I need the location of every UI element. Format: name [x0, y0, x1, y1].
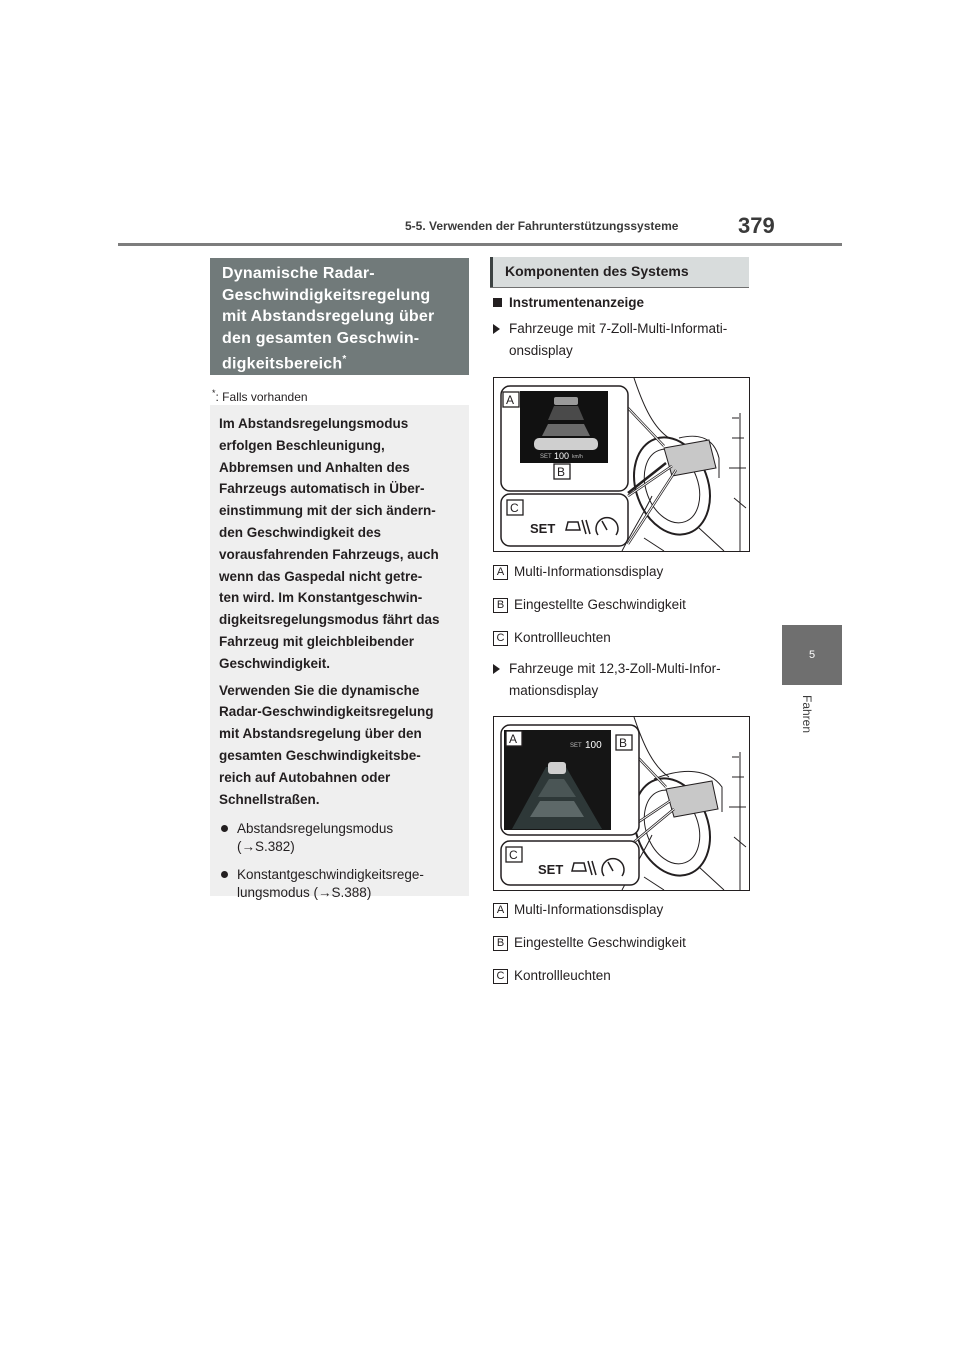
legend-item-b: B Eingestellte Geschwindigkeit: [493, 596, 686, 614]
callout-c: C: [510, 501, 519, 515]
figure-12inch-display: [493, 716, 750, 891]
callout-a: A: [506, 393, 515, 407]
callout-c: C: [509, 848, 518, 862]
footnote-marker: *: [212, 388, 216, 398]
variant-7inch: Fahrzeuge mit 7-Zoll-Multi-Informati- onsdisplay: [493, 318, 748, 362]
legend-item-c: C Kontrollleuchten: [493, 967, 611, 985]
legend-item-c: C Kontrollleuchten: [493, 629, 611, 647]
callout-a: A: [509, 732, 518, 746]
heading-rule: [490, 287, 749, 288]
page-reference-link[interactable]: lungsmodus (→S.388): [237, 885, 372, 901]
set-indicator: SET: [538, 862, 564, 877]
footnote: [212, 388, 308, 404]
legend-item-b: B Eingestellte Geschwindigkeit: [493, 934, 686, 952]
display-set-label: SET: [570, 743, 582, 749]
running-header: 5-5. Verwenden der Fahrunterstützungssysteme: [405, 219, 679, 233]
heading-line: den gesamten Geschwin-: [222, 329, 420, 347]
info-paragraph-1: Im Abstandsregelungsmodus erfolgen Beschleunigung, Abbremsen und Anhalten des Fahrzeugs automatisch in Über- einstimmung mit der sich ändern- den Geschwindigkeit des vorausfahrenden Fahrzeugs, auch wenn das Gaspedal nicht getre- ten wird. Im Konstantgeschwin- digkeitsregelungsmodus fährt das Fahrzeug mit gleichbleibender Geschwindigkeit.: [219, 416, 440, 671]
heading-line: mit Abstandsregelung über: [222, 308, 435, 325]
display-set-speed: 100: [554, 451, 570, 461]
heading-line: Dynamische Radar-: [222, 265, 375, 282]
subsection-title: Instrumentenanzeige: [493, 295, 644, 310]
variant-12inch: Fahrzeuge mit 12,3-Zoll-Multi-Infor- mationsdisplay: [493, 658, 748, 702]
legend-item-a: A Multi-Informationsdisplay: [493, 901, 663, 919]
footnote-text: : Falls vorhanden: [215, 390, 308, 404]
page-number: 379: [738, 213, 775, 238]
heading-line: digkeitsbereich*: [222, 354, 347, 373]
figure-7inch-display: [493, 377, 750, 552]
heading-footnote-marker: *: [342, 354, 347, 365]
set-indicator: SET: [530, 521, 556, 536]
right-section-heading: Komponenten des Systems: [490, 257, 749, 287]
square-bullet-icon: [493, 298, 502, 307]
arrow-bullet-icon: [493, 664, 500, 674]
left-section-heading: [210, 258, 469, 375]
heading-line: Geschwindigkeitsregelung: [222, 286, 431, 304]
page-reference-link[interactable]: (→S.382): [237, 839, 295, 855]
info-box: [210, 405, 469, 901]
arrow-bullet-icon: [493, 324, 500, 334]
display-set-speed: 100: [585, 740, 602, 751]
header-rule: [118, 243, 842, 246]
chapter-tab: [782, 625, 842, 685]
chapter-number: 5: [808, 649, 816, 661]
display-set-label: SET: [540, 454, 552, 460]
chapter-label: Fahren: [800, 695, 814, 734]
mode-bullet-distance: Abstandsregelungsmodus (→S.382): [219, 820, 459, 856]
callout-b: B: [557, 465, 566, 479]
legend-item-a: A Multi-Informationsdisplay: [493, 563, 663, 581]
display-speed-unit: km/h: [572, 454, 583, 460]
callout-b: B: [619, 736, 628, 750]
mode-bullet-constant: Konstantgeschwindigkeitsrege- lungsmodus (→S.388): [219, 866, 459, 902]
info-paragraph-2: Verwenden Sie die dynamische Radar-Geschwindigkeitsregelung mit Abstandsregelung über den gesamten Geschwindigkeitsbe- reich auf Autobahnen oder Schnellstraßen.: [219, 682, 434, 807]
